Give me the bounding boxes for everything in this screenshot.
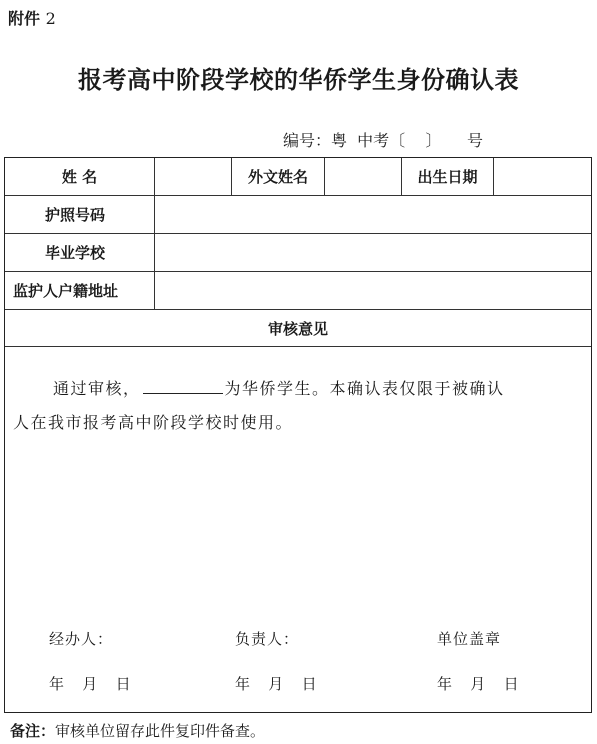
handler-date: 年 月 日 <box>49 675 132 693</box>
birth-date-label: 出生日期 <box>402 158 494 195</box>
row-school <box>5 233 591 272</box>
name-value-cell[interactable] <box>155 158 232 195</box>
review-header: 审核意见 <box>267 320 328 338</box>
passport-value-cell[interactable] <box>155 195 591 233</box>
serial-number: 编号：粤 中考〔 〕 号 <box>283 131 483 150</box>
footer-label: 备注： <box>10 722 56 740</box>
review-text-before-blank: 通过审核， <box>53 379 141 398</box>
passport-label: 护照号码 <box>5 195 155 233</box>
handler-label: 经办人： <box>49 630 114 648</box>
page-title: 报考高中阶段学校的华侨学生身份确认表 <box>78 65 519 94</box>
foreign-name-label: 外文姓名 <box>232 158 325 195</box>
seal-date: 年 月 日 <box>437 675 520 693</box>
annex-number: 2 <box>45 9 56 28</box>
student-name-blank[interactable] <box>143 379 223 394</box>
row-passport <box>5 195 591 234</box>
school-value-cell[interactable] <box>155 233 591 271</box>
birth-date-value-cell[interactable] <box>494 158 591 195</box>
row-name <box>5 158 591 196</box>
row-guardian-address <box>5 271 591 310</box>
annex-label <box>8 6 56 29</box>
review-line-1 <box>53 372 505 406</box>
guardian-address-value-cell[interactable] <box>155 271 591 309</box>
footer-text: 审核单位留存此件复印件备查。 <box>55 722 266 740</box>
responsible-label: 负责人： <box>235 630 300 648</box>
responsible-date: 年 月 日 <box>235 675 318 693</box>
guardian-address-label: 监护人户籍地址 <box>5 271 155 309</box>
review-text-after-blank: 为华侨学生。本确认表仅限于被确认 <box>224 379 505 398</box>
footer-note <box>10 720 265 741</box>
confirmation-form <box>4 157 592 713</box>
name-label: 姓 名 <box>5 158 155 195</box>
school-label: 毕业学校 <box>5 233 155 271</box>
seal-label: 单位盖章 <box>437 630 502 648</box>
foreign-name-value-cell[interactable] <box>325 158 402 195</box>
review-line-2: 人在我市报考高中阶段学校时使用。 <box>13 413 294 432</box>
annex-text: 附件 <box>8 9 41 28</box>
row-review-header <box>5 309 591 347</box>
